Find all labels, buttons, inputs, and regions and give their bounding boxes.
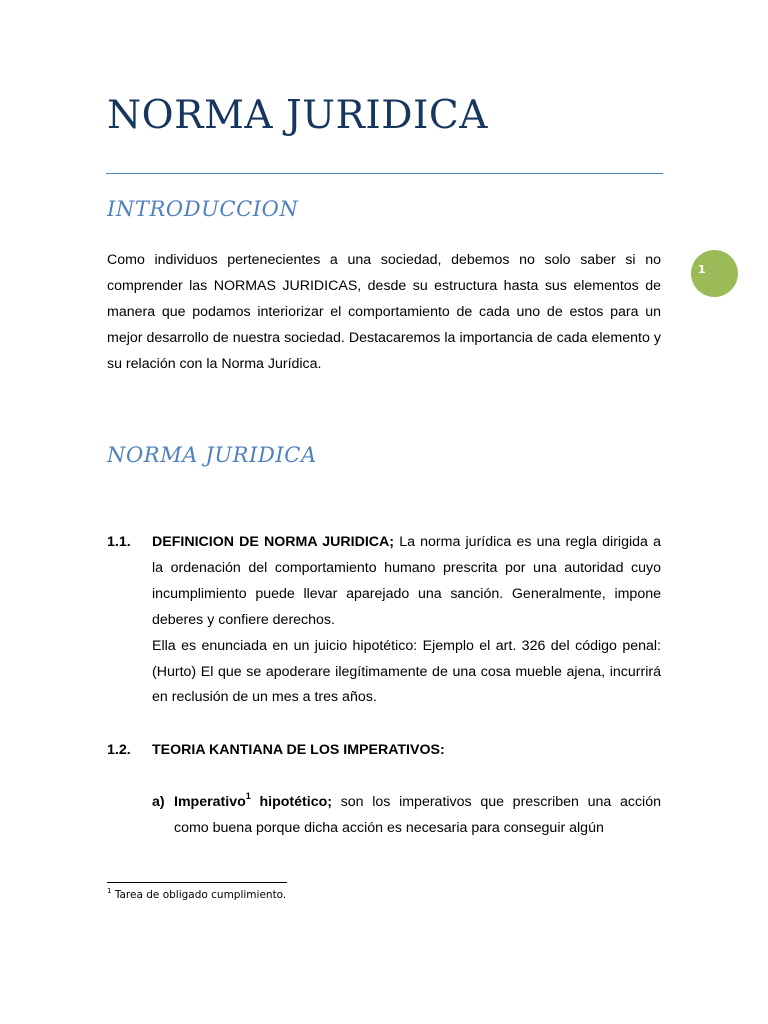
footnote-text: Tarea de obligado cumplimiento.	[114, 889, 287, 901]
footnote-separator	[107, 882, 287, 883]
page-number-badge	[691, 250, 738, 297]
document-title: NORMA JURIDICA	[107, 93, 488, 138]
item-paragraph-2: Ella es enunciada en un juicio hipotético: Ejemplo el art. 326 del código penal: (Hurto) El que se apoderare ilegítimamente de una cosa mueble ajena, incurrirá en reclusión de un mes a tres años.	[152, 637, 661, 706]
subitem-letter: a)	[152, 794, 165, 810]
item-label: DEFINICION DE NORMA JURIDICA;	[152, 534, 394, 550]
item-text: La norma jurídica es una regla dirigida a la ordenación del comportamiento humano prescrita por una autoridad cuyo incumplimiento puede llevar aparejado una sanción. Generalmente, impone deberes y confiere derechos.	[152, 534, 661, 628]
subitem-body	[174, 790, 661, 842]
subitem-text: son los imperativos que prescriben una acción como buena porque dicha acción es necesaria para conseguir algún	[174, 794, 661, 836]
item-label: TEORIA KANTIANA DE LOS IMPERATIVOS:	[152, 742, 445, 758]
heading-norma-juridica: NORMA JURIDICA	[107, 443, 317, 467]
subitem-label-part2: hipotético;	[259, 794, 332, 810]
item-paragraph	[152, 530, 661, 634]
item-body	[152, 738, 661, 764]
footnote-reference[interactable]: 1	[245, 791, 251, 802]
footnote-marker: 1	[107, 886, 112, 895]
intro-paragraph: Como individuos pertenecientes a una sociedad, debemos no solo saber si no comprender las NORMAS JURIDICAS, desde su estructura hasta sus elementos de manera que podamos interiorizar el comportamiento de cada uno de estos para un mejor desarrollo de nuestra sociedad. Destacaremos la importancia de cada elemento y su relación con la Norma Jurídica.	[107, 252, 661, 372]
title-divider	[106, 173, 663, 174]
subitem-label-part1: Imperativo	[174, 794, 246, 810]
footnote-1	[107, 888, 286, 902]
item-body	[152, 530, 661, 711]
item-number: 1.2.	[107, 742, 131, 758]
item-number: 1.1.	[107, 534, 131, 550]
page-number: 1	[698, 263, 706, 276]
heading-introduccion: INTRODUCCION	[107, 197, 299, 221]
